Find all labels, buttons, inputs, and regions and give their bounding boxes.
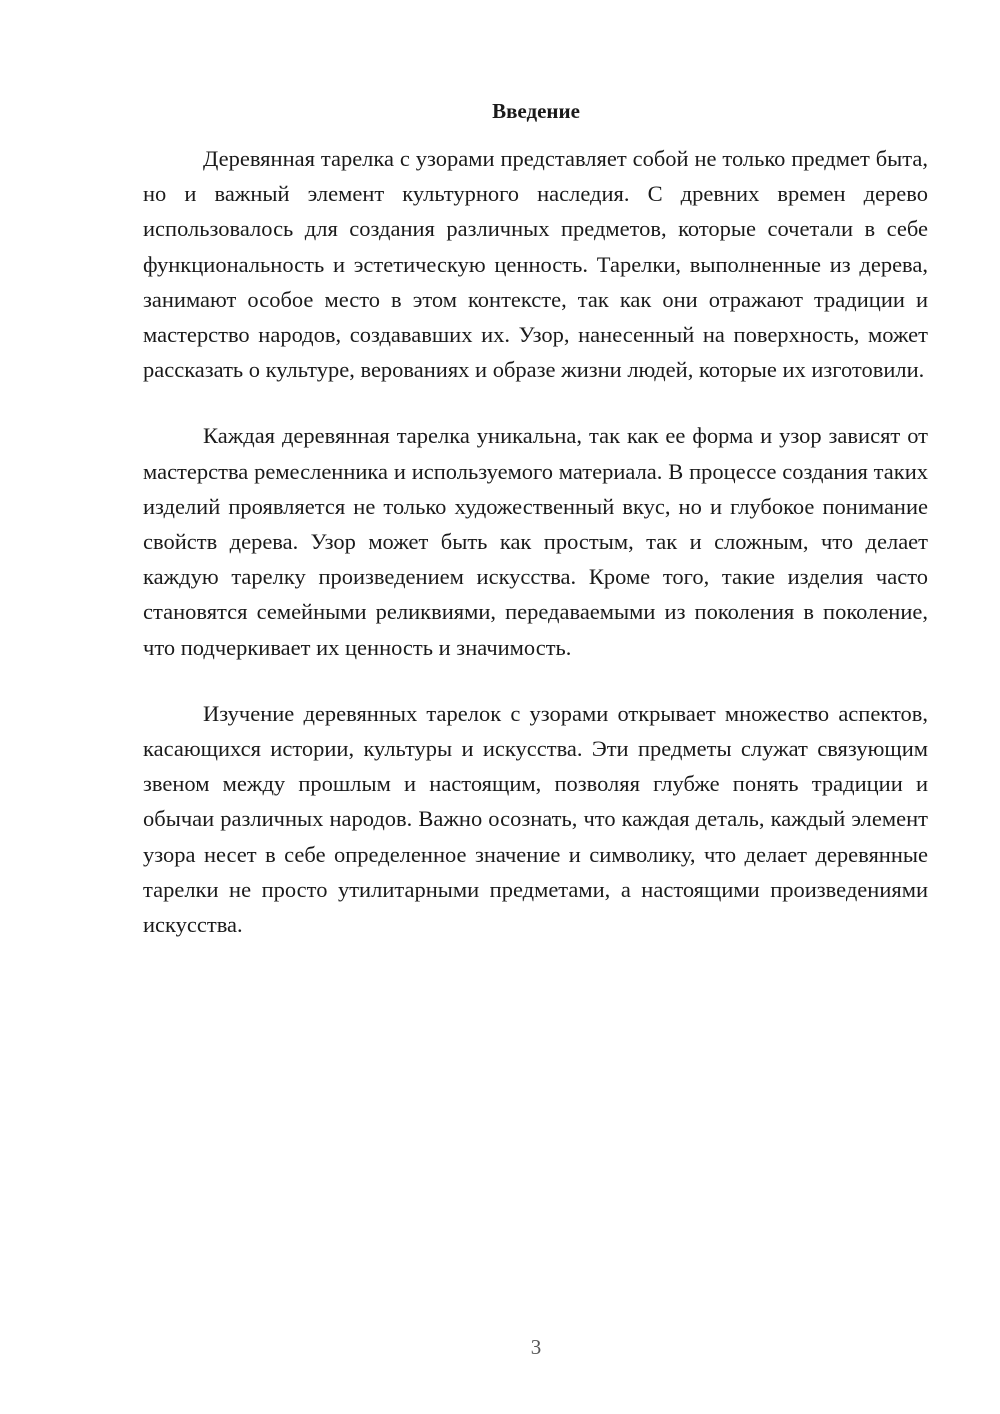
section-heading: Введение	[492, 99, 580, 123]
document-body	[143, 141, 928, 973]
paragraph-1: Деревянная тарелка с узорами представляет собой не только предмет быта, но и важный элемент культурного наследия. С древних времен дерево использовалось для создания различных предметов, которые сочетали в себе функциональность и эстетическую ценность. Тарелки, выполненные из дерева, занимают особое место в этом контексте, так как они отражают традиции и мастерство народов, создававших их. Узор, нанесенный на поверхность, может рассказать о культуре, верованиях и образе жизни людей, которые их изготовили.	[143, 146, 928, 383]
page-number: 3	[530, 1335, 542, 1359]
paragraph-3: Изучение деревянных тарелок с узорами открывает множество аспектов, касающихся истории, культуры и искусства. Эти предметы служат связующим звеном между прошлым и настоящим, позволяя глубже понять традиции и обычаи различных народов. Важно осознать, что каждая деталь, каждый элемент узора несет в себе определенное значение и символику, что делает деревянные тарелки не просто утилитарными предметами, а настоящими произведениями искусства.	[143, 700, 928, 938]
paragraph-2: Каждая деревянная тарелка уникальна, так как ее форма и узор зависят от мастерства ремесленника и используемого материала. В процессе создания таких изделий проявляется не только художественный вкус, но и глубокое понимание свойств дерева. Узор может быть как простым, так и сложным, что делает каждую тарелку произведением искусства. Кроме того, такие изделия часто становятся семейными реликвиями, передаваемыми из поколения в поколение, что подчеркивает их ценность и значимость.	[143, 423, 928, 660]
